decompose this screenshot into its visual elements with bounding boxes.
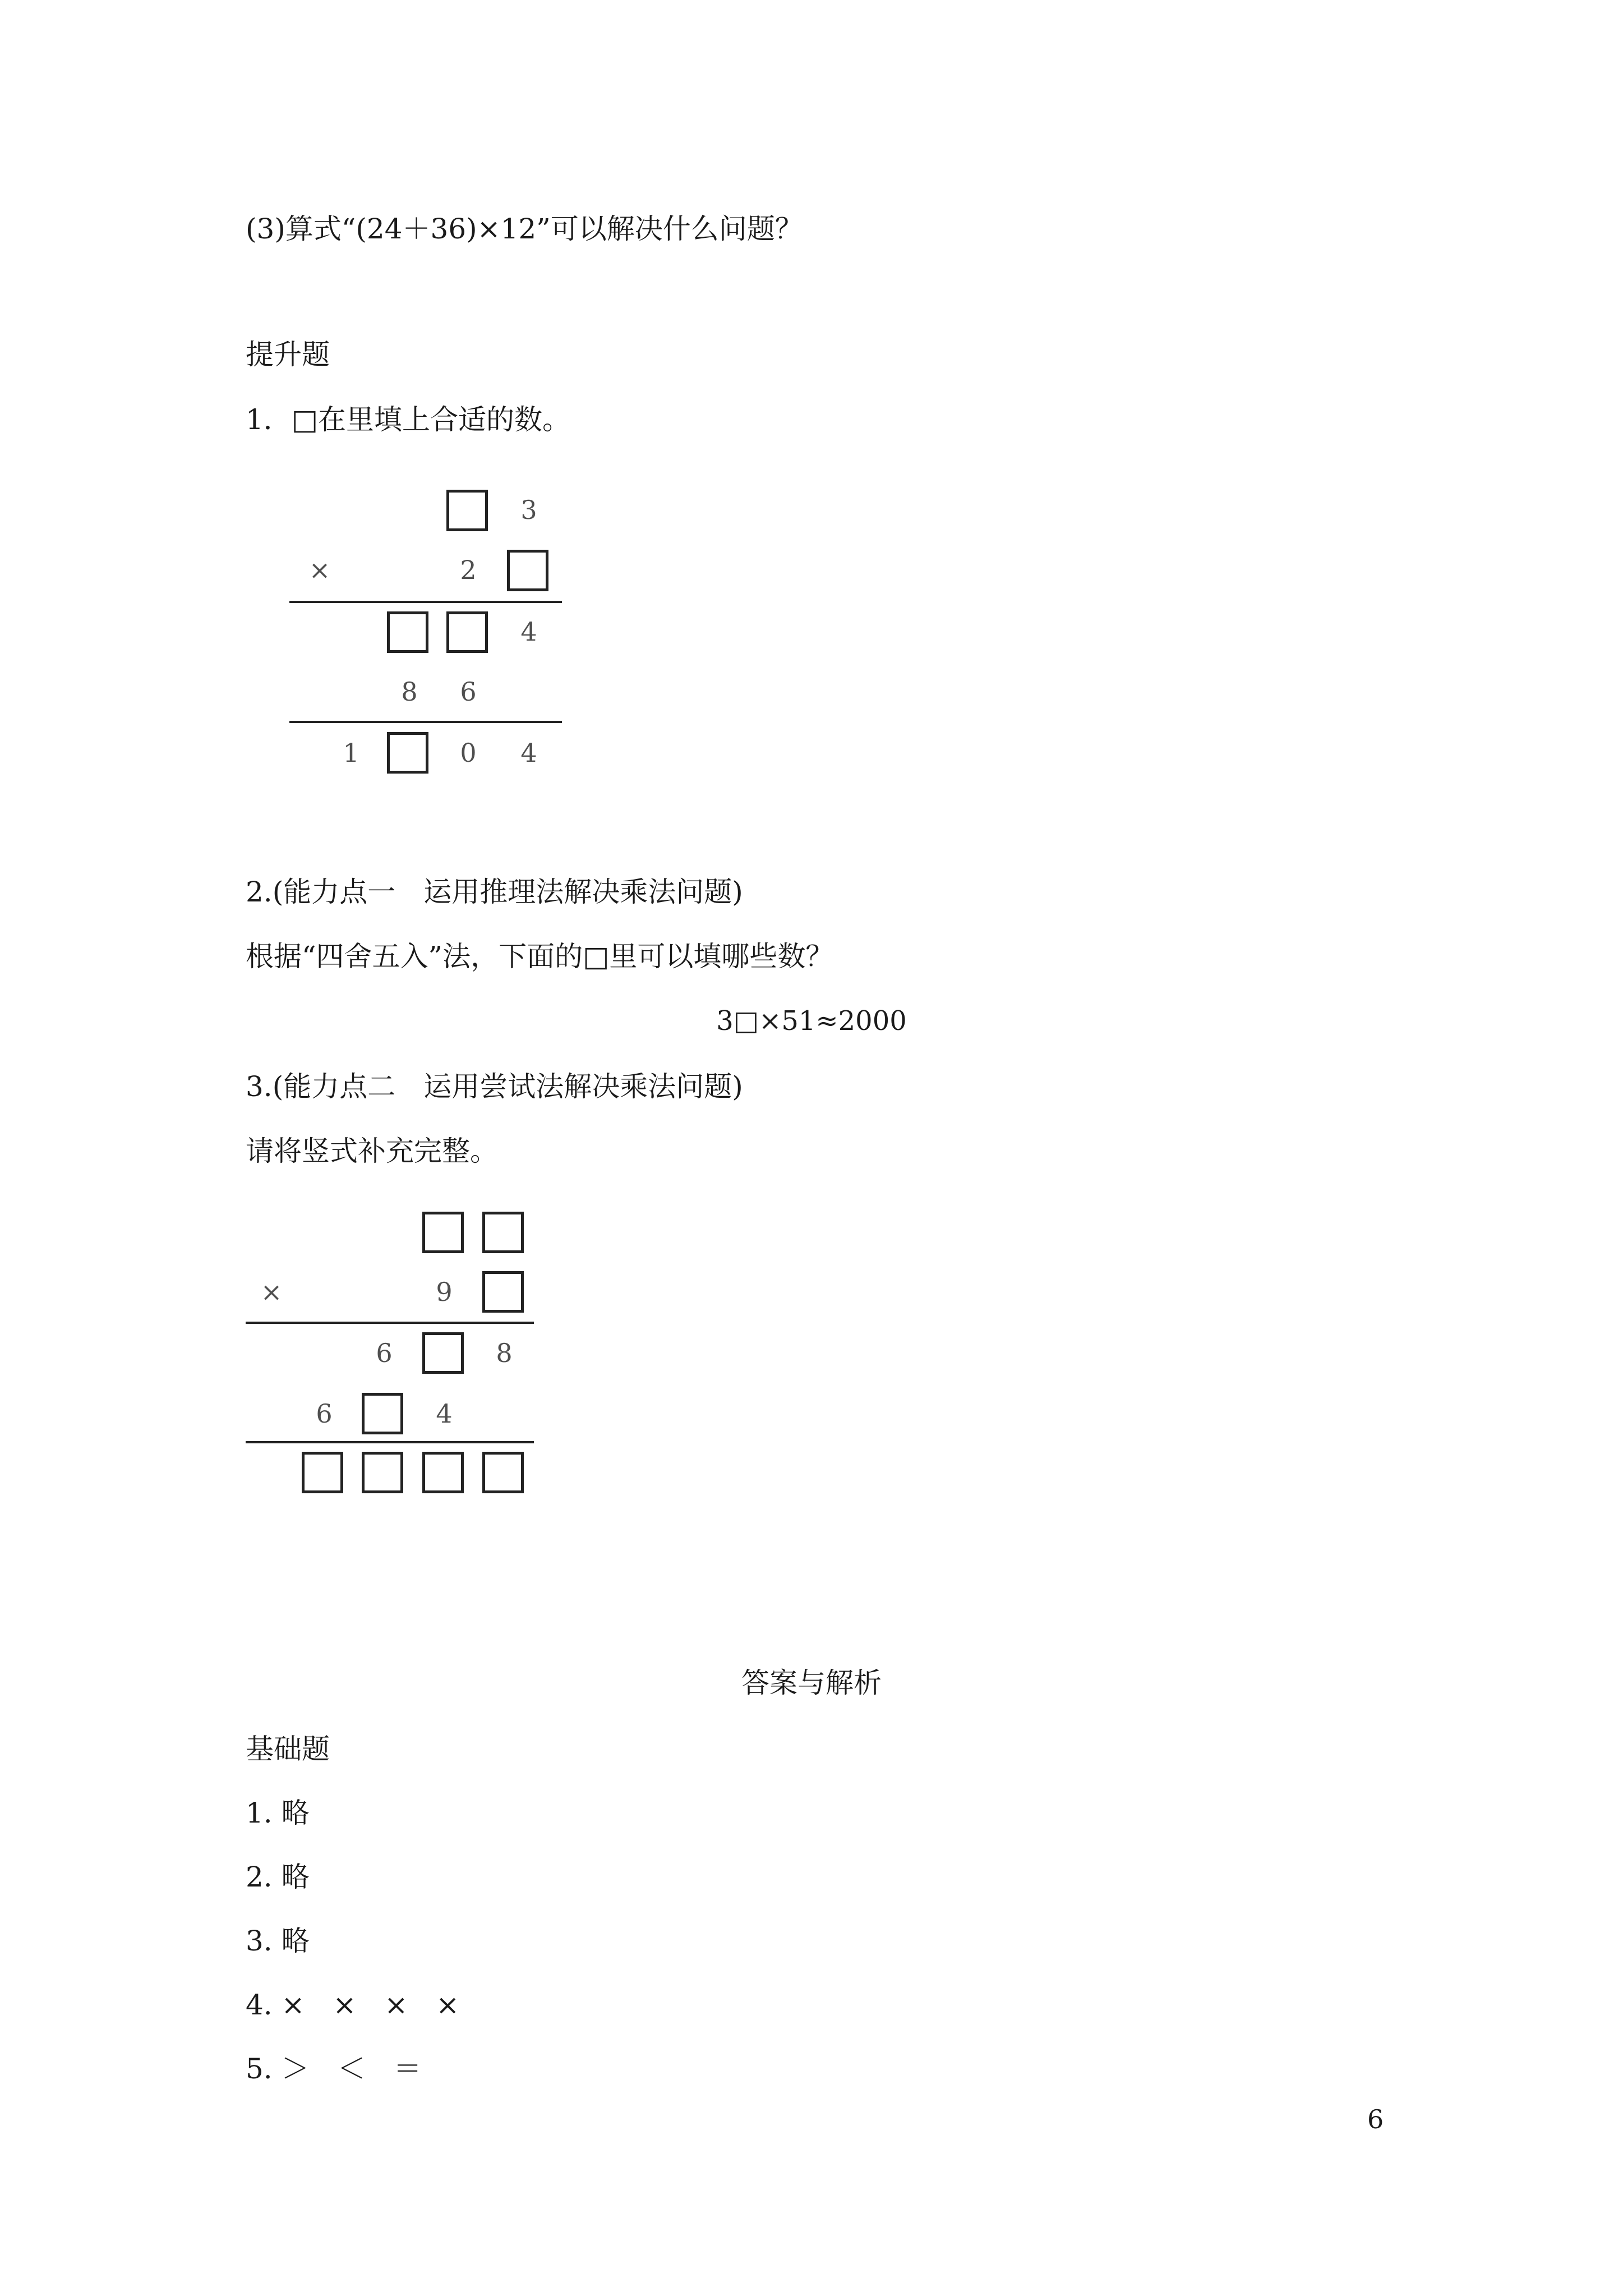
- blank-box[interactable]: [482, 1212, 524, 1253]
- calc-rule: [246, 1322, 534, 1324]
- advanced-question-1-text: 1．□在里填上合适的数。: [246, 403, 571, 436]
- advanced-question-2-text: 根据“四舍五入”法，下面的□里可以填哪些数？: [246, 940, 834, 973]
- digit: 4: [436, 1398, 453, 1429]
- answer-item: 2. 略: [246, 1861, 310, 1893]
- blank-box[interactable]: [302, 1452, 343, 1493]
- section-heading-basic: 基础题: [246, 1733, 330, 1765]
- digit: 2: [460, 555, 477, 585]
- answer-item: 5. ＞ ＜ ＝: [246, 2053, 422, 2085]
- digit: 9: [436, 1277, 453, 1307]
- blank-box[interactable]: [482, 1271, 524, 1313]
- advanced-question-2-title: 2.(能力点一 运用推理法解决乘法问题): [246, 876, 743, 908]
- digit: 6: [316, 1398, 333, 1429]
- blank-box[interactable]: [446, 611, 488, 653]
- calc-rule: [289, 721, 562, 723]
- answer-item: 3. 略: [246, 1925, 310, 1957]
- blank-box[interactable]: [507, 550, 548, 591]
- blank-box[interactable]: [422, 1452, 464, 1493]
- advanced-question-3-title: 3.(能力点二 运用尝试法解决乘法问题): [246, 1070, 743, 1103]
- answer-item: 4. × × × ×: [246, 1989, 460, 2021]
- blank-box[interactable]: [422, 1332, 464, 1374]
- blank-box[interactable]: [362, 1393, 403, 1434]
- blank-box[interactable]: [362, 1452, 403, 1493]
- digit: 4: [520, 738, 537, 768]
- question-3-text: (3)算式“(24＋36)×12”可以解决什么问题？: [246, 213, 803, 245]
- blank-box[interactable]: [422, 1212, 464, 1253]
- section-heading-advanced: 提升题: [246, 338, 330, 371]
- advanced-question-3-text: 请将竖式补充完整。: [246, 1135, 498, 1167]
- answer-item: 1. 略: [246, 1797, 310, 1829]
- digit: 8: [496, 1338, 513, 1368]
- page-number: 6: [1367, 2104, 1384, 2134]
- calc-rule: [246, 1441, 534, 1443]
- times-sign: ×: [260, 1277, 283, 1307]
- calc-rule: [289, 601, 562, 603]
- digit: 4: [520, 616, 537, 647]
- times-sign: ×: [308, 555, 331, 585]
- digit: 0: [460, 738, 477, 768]
- blank-box[interactable]: [482, 1452, 524, 1493]
- digit: 3: [520, 495, 537, 525]
- answers-title: 答案与解析: [741, 1667, 882, 1699]
- digit: 8: [401, 677, 418, 707]
- digit: 1: [343, 738, 359, 768]
- rounding-formula: 3□×51≈2000: [716, 1005, 907, 1037]
- blank-box[interactable]: [387, 732, 428, 774]
- digit: 6: [376, 1338, 393, 1368]
- blank-box[interactable]: [446, 490, 488, 531]
- digit: 6: [460, 677, 477, 707]
- blank-box[interactable]: [387, 611, 428, 653]
